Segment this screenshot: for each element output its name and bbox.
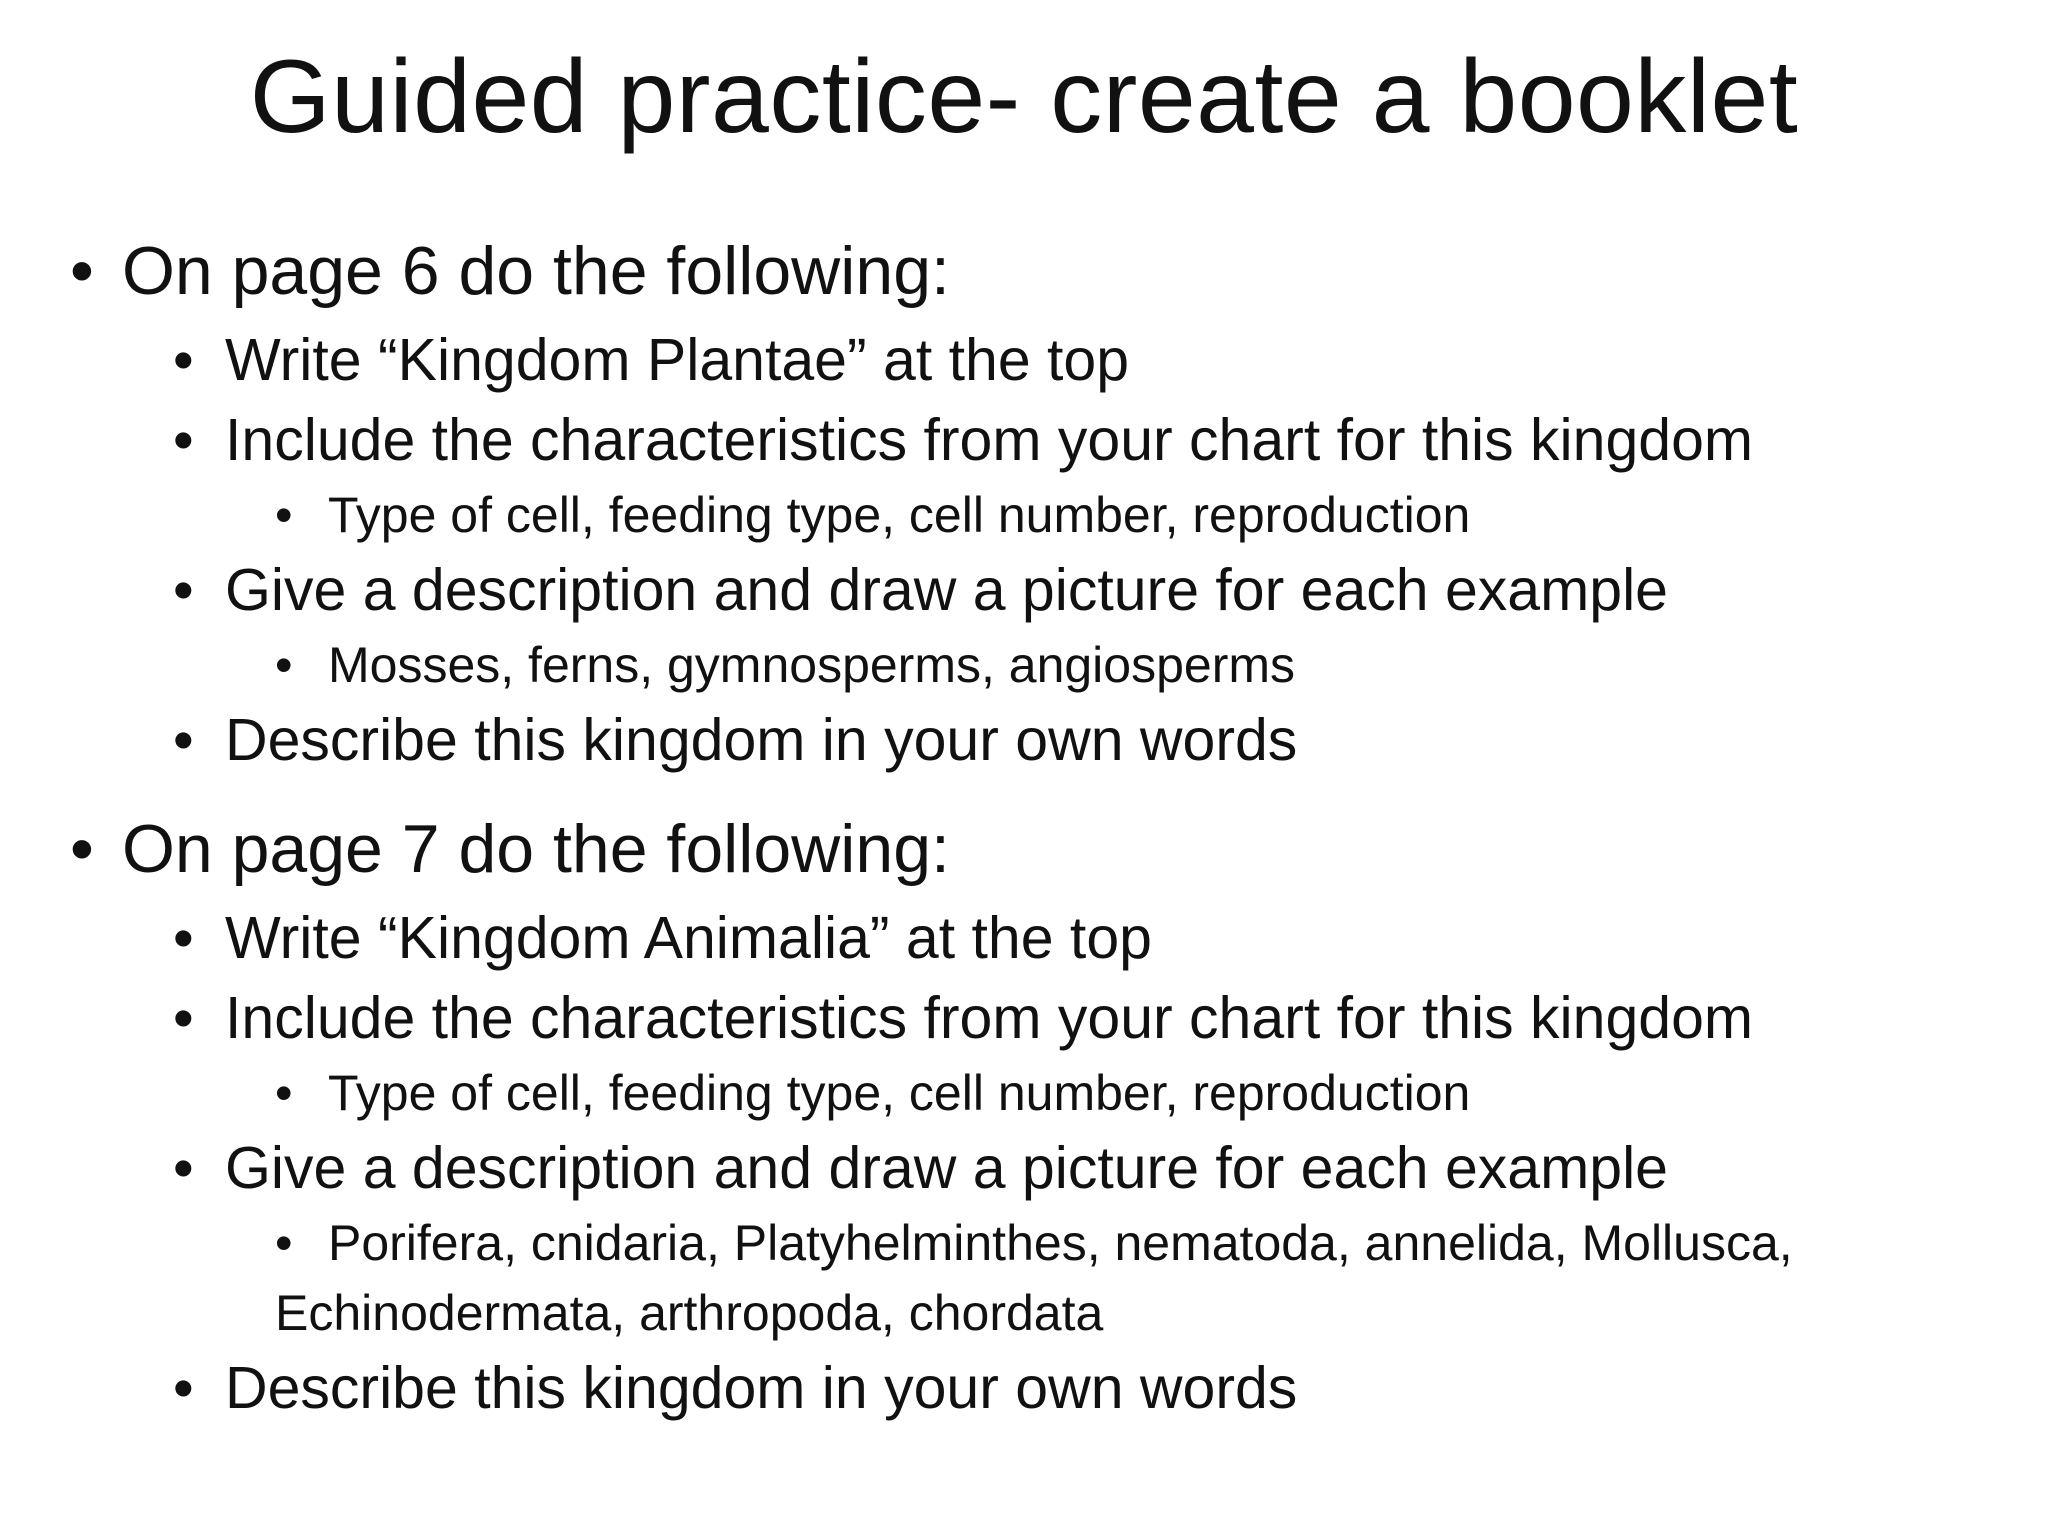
- bullet-icon: •: [70, 233, 94, 309]
- list-item-text: Give a description and draw a picture for each example: [225, 557, 1668, 623]
- list-item: [70, 1348, 1990, 1428]
- sub-list-item: [70, 630, 1990, 700]
- slide-content: [70, 228, 1990, 1428]
- bullet-icon: •: [275, 1215, 293, 1271]
- list-item: [70, 978, 1990, 1058]
- sub-list-item: [70, 1058, 1990, 1128]
- section-heading-text: On page 6 do the following:: [122, 233, 950, 309]
- sub-list-item-text: Porifera, cnidaria, Platyhelminthes, nematoda, annelida, Mollusca, Echinodermata, arthropoda, chordata: [275, 1215, 1793, 1341]
- list-item-text: Include the characteristics from your chart for this kingdom: [225, 407, 1754, 473]
- sub-list-item-text: Mosses, ferns, gymnosperms, angiosperms: [328, 637, 1296, 693]
- bullet-icon: •: [173, 1355, 194, 1421]
- list-item: [70, 898, 1990, 978]
- list-item: [70, 700, 1990, 780]
- section-heading-page-7: [70, 806, 1990, 892]
- sub-list-item-text: Type of cell, feeding type, cell number, reproduction: [328, 1065, 1471, 1121]
- bullet-icon: •: [173, 327, 194, 393]
- bullet-icon: •: [173, 707, 194, 773]
- list-item: [70, 1128, 1990, 1208]
- sub-list-item-text: Type of cell, feeding type, cell number, reproduction: [328, 487, 1471, 543]
- bullet-icon: •: [173, 1135, 194, 1201]
- list-item: [70, 400, 1990, 480]
- sub-list-item: [70, 1208, 1915, 1348]
- list-item: [70, 320, 1990, 400]
- list-item-text: Describe this kingdom in your own words: [225, 1355, 1298, 1421]
- slide-title: Guided practice- create a booklet: [249, 39, 1799, 155]
- list-item-text: Give a description and draw a picture for each example: [225, 1135, 1668, 1201]
- bullet-icon: •: [70, 811, 94, 887]
- section-heading-text: On page 7 do the following:: [122, 811, 950, 887]
- list-item-text: Describe this kingdom in your own words: [225, 707, 1298, 773]
- bullet-icon: •: [275, 487, 293, 543]
- list-item-text: Write “Kingdom Animalia” at the top: [225, 905, 1152, 971]
- bullet-icon: •: [173, 985, 194, 1051]
- bullet-icon: •: [275, 1065, 293, 1121]
- bullet-icon: •: [173, 557, 194, 623]
- section-heading-page-6: [70, 228, 1990, 314]
- sub-list-item: [70, 480, 1990, 550]
- bullet-icon: •: [173, 905, 194, 971]
- list-item: [70, 550, 1990, 630]
- bullet-icon: •: [173, 407, 194, 473]
- list-item-text: Include the characteristics from your chart for this kingdom: [225, 985, 1754, 1051]
- list-item-text: Write “Kingdom Plantae” at the top: [225, 327, 1130, 393]
- bullet-icon: •: [275, 637, 293, 693]
